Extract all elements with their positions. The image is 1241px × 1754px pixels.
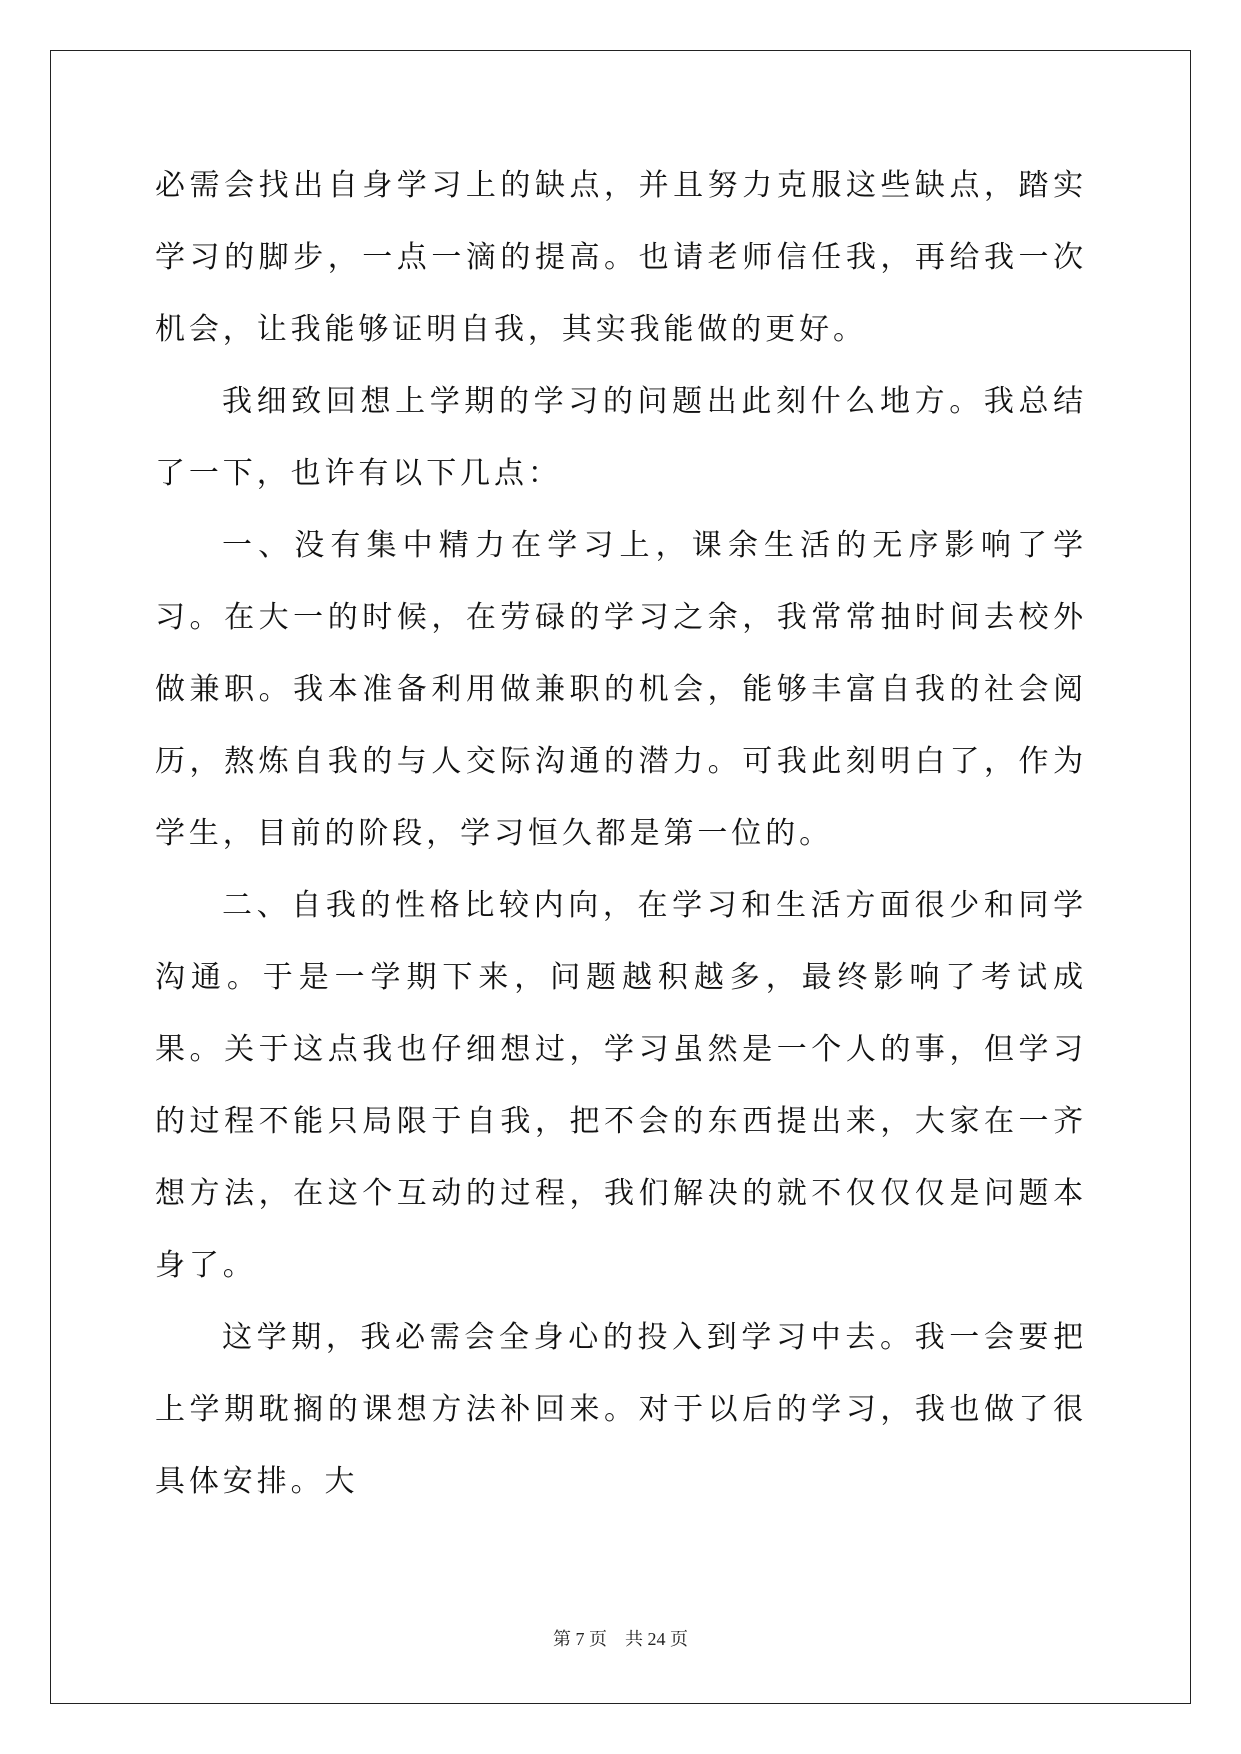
paragraph-4: 二、自我的性格比较内向，在学习和生活方面很少和同学沟通。于是一学期下来，问题越积越多，最终影响了考试成果。关于这点我也仔细想过，学习虽然是一个人的事，但学习的过程不能只局限于自我，把不会的东西提出来，大家在一齐想方法，在这个互动的过程，我们解决的就不仅仅仅是问题本身了。 (155, 888, 1087, 1283)
paragraph-2: 我细致回想上学期的学习的问题出此刻什么地方。我总结了一下，也许有以下几点： (155, 384, 1087, 491)
page-number-footer: 第 7 页 共 24 页 (553, 1629, 688, 1649)
paragraph-3: 一、没有集中精力在学习上，课余生活的无序影响了学习。在大一的时候，在劳碌的学习之余，我常常抽时间去校外做兼职。我本准备利用做兼职的机会，能够丰富自我的社会阅历，熬炼自我的与人交际沟通的潜力。可我此刻明白了，作为学生，目前的阶段，学习恒久都是第一位的。 (155, 528, 1087, 851)
document-body (155, 150, 1087, 1518)
paragraph-1: 必需会找出自身学习上的缺点，并且努力克服这些缺点，踏实学习的脚步，一点一滴的提高。也请老师信任我，再给我一次机会，让我能够证明自我，其实我能做的更好。 (155, 168, 1087, 347)
paragraph-5: 这学期，我必需会全身心的投入到学习中去。我一会要把上学期耽搁的课想方法补回来。对于以后的学习，我也做了很具体安排。大 (155, 1320, 1087, 1499)
